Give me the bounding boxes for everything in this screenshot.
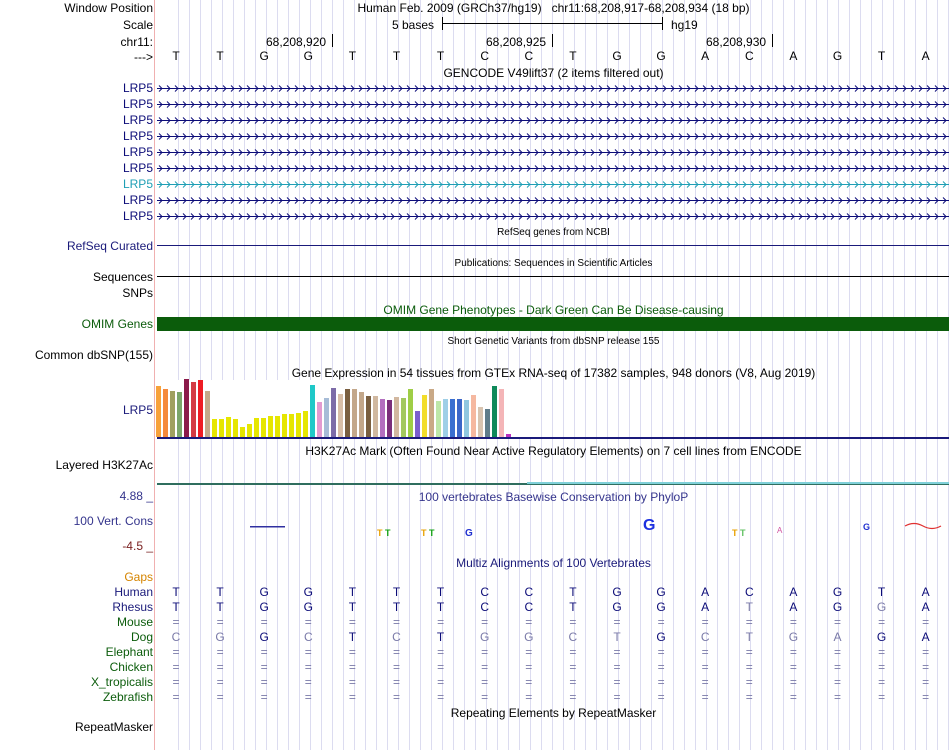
aligned-base: G [303, 600, 313, 614]
aligned-base: G [259, 630, 269, 644]
aligned-base: T [172, 600, 180, 614]
gtex-tissue-bar[interactable] [198, 380, 203, 437]
gencode-track-title[interactable]: GENCODE V49lift37 (2 items filtered out) [443, 66, 664, 80]
scale-text: 5 bases [392, 18, 435, 32]
aligned-base: T [348, 600, 357, 614]
aligned-base: = [922, 675, 930, 689]
aligned-base: = [789, 645, 797, 659]
aligned-base: = [569, 690, 577, 704]
svg-text:T: T [377, 528, 383, 538]
aligned-base: = [745, 675, 753, 689]
aligned-base: = [437, 660, 445, 674]
scale-label: Scale [122, 18, 153, 32]
gtex-baseline [157, 437, 949, 439]
svg-text:T: T [429, 528, 435, 538]
aligned-base: = [833, 660, 841, 674]
snps-track-label[interactable]: SNPs [122, 286, 153, 300]
gencode-item-label[interactable]: LRP5 [122, 161, 153, 175]
aligned-base: = [701, 615, 709, 629]
gtex-tissue-bar[interactable] [345, 389, 350, 437]
gencode-item-label[interactable]: LRP5 [122, 145, 153, 159]
aligned-base: = [437, 615, 445, 629]
aligned-base: = [481, 615, 489, 629]
aligned-base: = [569, 615, 577, 629]
aligned-base: = [260, 615, 268, 629]
aligned-base: T [436, 585, 445, 599]
gtex-tissue-bar[interactable] [282, 414, 287, 437]
aligned-base: = [789, 675, 797, 689]
svg-text:A: A [777, 526, 783, 535]
gtex-track-label[interactable]: LRP5 [122, 403, 153, 417]
aligned-base: C [303, 630, 313, 644]
svg-text:G: G [465, 528, 473, 539]
aligned-base: = [216, 615, 224, 629]
gtex-tissue-bar[interactable] [254, 418, 259, 437]
window-position-label: Window Position [64, 1, 153, 15]
reference-base: C [744, 49, 754, 63]
gtex-tissue-bar[interactable] [380, 399, 385, 437]
gencode-item-transcript[interactable] [157, 100, 949, 109]
gtex-tissue-bar[interactable] [352, 389, 357, 437]
aligned-base: T [745, 630, 753, 644]
h3k27ac-signal-upper [527, 482, 949, 484]
aligned-base: T [436, 600, 445, 614]
gtex-tissue-bar[interactable] [394, 397, 399, 437]
coordinate-tick-mark [552, 34, 553, 47]
gtex-tissue-bar[interactable] [464, 400, 469, 437]
gtex-tissue-bar[interactable] [436, 401, 441, 437]
gtex-tissue-bar[interactable] [478, 407, 483, 437]
gtex-tissue-bar[interactable] [338, 394, 343, 437]
aligned-base: = [437, 690, 445, 704]
aligned-base: C [700, 630, 710, 644]
aligned-base: = [348, 615, 356, 629]
aligned-base: = [613, 660, 621, 674]
gtex-tissue-bar[interactable] [387, 400, 392, 437]
aligned-base: C [171, 630, 181, 644]
aligned-base: = [392, 690, 400, 704]
aligned-base: T [436, 630, 445, 644]
aligned-base: = [569, 645, 577, 659]
reference-base: G [612, 49, 622, 63]
aligned-base: G [832, 600, 843, 614]
aligned-base: = [304, 660, 312, 674]
conservation-logo[interactable] [157, 506, 950, 546]
svg-text:T: T [732, 528, 738, 538]
gtex-tissue-bar[interactable] [359, 392, 364, 437]
species-label[interactable]: Human [114, 585, 153, 599]
refseq-track-label[interactable]: RefSeq Curated [66, 239, 153, 253]
gtex-tissue-bar[interactable] [450, 399, 455, 437]
species-label[interactable]: Mouse [116, 615, 153, 629]
aligned-base: = [481, 675, 489, 689]
aligned-base: A [833, 630, 842, 644]
aligned-base: = [657, 675, 665, 689]
scale-bar [442, 17, 663, 31]
aligned-base: = [878, 690, 886, 704]
reference-base: G [656, 49, 666, 63]
reference-base: T [877, 49, 886, 63]
svg-text:G: G [863, 522, 871, 532]
gtex-tissue-bar[interactable] [296, 413, 301, 437]
multiz-track-title[interactable]: Multiz Alignments of 100 Vertebrates [456, 556, 651, 570]
gtex-tissue-bar[interactable] [422, 395, 427, 437]
aligned-base: = [657, 660, 665, 674]
gtex-tissue-bar[interactable] [163, 389, 168, 437]
aligned-base: = [216, 675, 224, 689]
aligned-base: = [922, 690, 930, 704]
aligned-base: C [480, 585, 490, 599]
aligned-base: = [525, 690, 533, 704]
gtex-tissue-bar[interactable] [261, 418, 266, 437]
aligned-base: G [876, 630, 887, 644]
gencode-item-label[interactable]: LRP5 [122, 193, 153, 207]
aligned-base: T [348, 630, 357, 644]
gencode-item-transcript[interactable] [157, 148, 949, 157]
gencode-item-transcript[interactable] [157, 196, 949, 205]
gtex-tissue-bar[interactable] [492, 386, 497, 437]
aligned-base: = [437, 675, 445, 689]
aligned-base: = [922, 660, 930, 674]
gtex-tissue-bar[interactable] [499, 389, 504, 437]
publications-track-label[interactable]: Sequences [92, 270, 153, 284]
aligned-base: T [392, 600, 401, 614]
aligned-base: = [657, 615, 665, 629]
omim-gene-bar[interactable] [157, 317, 949, 331]
aligned-base: = [922, 615, 930, 629]
aligned-base: = [525, 675, 533, 689]
aligned-base: = [481, 660, 489, 674]
aligned-base: G [612, 585, 622, 599]
aligned-base: T [569, 585, 577, 599]
aligned-base: G [788, 630, 799, 644]
aligned-base: G [612, 600, 622, 614]
gencode-item-label[interactable]: LRP5 [122, 97, 153, 111]
aligned-base: T [569, 600, 577, 614]
aligned-base: = [172, 645, 180, 659]
gtex-tissue-bar[interactable] [219, 419, 224, 437]
aligned-base: = [260, 660, 268, 674]
strand-label: ---> [134, 50, 153, 64]
aligned-base: = [613, 645, 621, 659]
cons-ymin-label: -4.5 _ [122, 539, 153, 553]
aligned-base: = [878, 645, 886, 659]
aligned-base: = [745, 645, 753, 659]
gtex-tissue-bar[interactable] [240, 427, 245, 437]
window-position-value: Human Feb. 2009 (GRCh37/hg19) chr11:68,208,917-68,208,934 (18 bp) [357, 1, 750, 15]
aligned-base: = [613, 675, 621, 689]
aligned-base: = [701, 645, 709, 659]
svg-text:T: T [421, 528, 427, 538]
gencode-item-label[interactable]: LRP5 [122, 209, 153, 223]
publications-line[interactable] [157, 276, 949, 277]
omim-track-title[interactable]: OMIM Gene Phenotypes - Dark Green Can Be Disease-causing [383, 303, 724, 317]
gencode-item-transcript[interactable] [157, 164, 949, 173]
gencode-item-transcript[interactable] [157, 212, 949, 221]
gtex-tissue-bar[interactable] [212, 419, 217, 437]
aligned-base: A [789, 585, 798, 599]
gtex-tissue-bar[interactable] [471, 395, 476, 437]
species-label[interactable]: Elephant [105, 645, 153, 659]
gencode-item-label[interactable]: LRP5 [122, 129, 153, 143]
publications-track-title[interactable]: Publications: Sequences in Scientific Articles [454, 258, 653, 269]
cons-track-title[interactable]: 100 vertebrates Basewise Conservation by PhyloP [418, 490, 689, 504]
gtex-tissue-bar[interactable] [331, 388, 336, 437]
aligned-base: = [657, 690, 665, 704]
gtex-tissue-bar[interactable] [303, 411, 308, 437]
refseq-gene-line[interactable] [157, 245, 949, 246]
gencode-item-label[interactable]: LRP5 [122, 81, 153, 95]
aligned-base: = [392, 675, 400, 689]
aligned-base: G [524, 630, 534, 644]
aligned-base: G [259, 600, 269, 614]
gtex-tissue-bar[interactable] [457, 399, 462, 437]
aligned-base: T [172, 585, 180, 599]
aligned-base: C [568, 630, 578, 644]
aligned-base: = [701, 660, 709, 674]
cons-ymax-label: 4.88 _ [119, 489, 153, 503]
aligned-base: = [392, 615, 400, 629]
gtex-tissue-bar[interactable] [408, 389, 413, 437]
aligned-base: = [922, 645, 930, 659]
aligned-base: = [348, 645, 356, 659]
gtex-tissue-bar[interactable] [289, 414, 294, 437]
aligned-base: = [878, 615, 886, 629]
aligned-base: G [832, 585, 843, 599]
reference-base: A [701, 49, 710, 63]
aligned-base: = [878, 675, 886, 689]
svg-text:T: T [385, 528, 391, 538]
aligned-base: A [701, 585, 710, 599]
gtex-tissue-bar[interactable] [310, 385, 315, 437]
aligned-base: T [745, 600, 753, 614]
gtex-tissue-bar[interactable] [226, 417, 231, 437]
reference-base: C [524, 49, 534, 63]
label-separator [154, 0, 155, 750]
aligned-base: = [833, 675, 841, 689]
gaps-label: Gaps [124, 570, 153, 584]
gencode-item-label[interactable]: LRP5 [122, 113, 153, 127]
aligned-base: A [789, 600, 798, 614]
aligned-base: G [303, 585, 313, 599]
aligned-base: = [216, 645, 224, 659]
aligned-base: = [569, 675, 577, 689]
gtex-tissue-bar[interactable] [317, 402, 322, 437]
gtex-tissue-bar[interactable] [366, 396, 371, 437]
aligned-base: = [348, 690, 356, 704]
gencode-item-transcript[interactable] [157, 84, 949, 93]
aligned-base: C [524, 585, 534, 599]
gtex-tissue-bar[interactable] [177, 392, 182, 437]
aligned-base: = [789, 690, 797, 704]
gtex-tissue-bar[interactable] [429, 389, 434, 437]
gtex-tissue-bar[interactable] [205, 391, 210, 437]
gtex-tissue-bar[interactable] [233, 419, 238, 437]
aligned-base: = [348, 660, 356, 674]
aligned-base: = [260, 675, 268, 689]
gtex-tissue-bar[interactable] [415, 411, 420, 437]
aligned-base: = [745, 615, 753, 629]
aligned-base: = [525, 660, 533, 674]
aligned-base: = [481, 690, 489, 704]
gtex-tissue-bar[interactable] [443, 399, 448, 437]
aligned-base: C [480, 600, 490, 614]
coordinate-tick-mark [332, 34, 333, 47]
aligned-base: = [260, 645, 268, 659]
aligned-base: C [744, 585, 754, 599]
aligned-base: G [656, 600, 666, 614]
gtex-tissue-bar[interactable] [373, 396, 378, 437]
aligned-base: T [216, 600, 224, 614]
coordinate-tick-label: 68,208,920 [266, 35, 327, 49]
gtex-tissue-bar[interactable] [247, 424, 252, 437]
reference-base: T [569, 49, 577, 63]
gencode-item-label[interactable]: LRP5 [122, 177, 153, 191]
aligned-base: = [833, 690, 841, 704]
reference-base: A [921, 49, 930, 63]
reference-base: T [392, 49, 401, 63]
coordinate-tick-mark [772, 34, 773, 47]
aligned-base: G [656, 585, 666, 599]
gtex-tissue-bar[interactable] [170, 391, 175, 437]
gtex-tissue-bar[interactable] [485, 409, 490, 437]
aligned-base: T [613, 630, 621, 644]
aligned-base: = [172, 660, 180, 674]
aligned-base: = [304, 645, 312, 659]
gencode-item-transcript[interactable] [157, 180, 949, 189]
reference-base: G [832, 49, 843, 63]
repeatmasker-track-label[interactable]: RepeatMasker [74, 720, 153, 734]
aligned-base: = [481, 645, 489, 659]
gtex-tissue-bar[interactable] [401, 398, 406, 437]
reference-base: G [303, 49, 313, 63]
gencode-item-transcript[interactable] [157, 132, 949, 141]
aligned-base: G [215, 630, 225, 644]
gtex-tissue-bar[interactable] [268, 416, 273, 437]
aligned-base: = [833, 615, 841, 629]
aligned-base: = [525, 615, 533, 629]
aligned-base: = [833, 645, 841, 659]
aligned-base: T [877, 585, 886, 599]
reference-base: A [789, 49, 798, 63]
refseq-track-title[interactable]: RefSeq genes from NCBI [497, 227, 610, 238]
svg-text:G: G [643, 517, 656, 534]
gencode-item-transcript[interactable] [157, 116, 949, 125]
aligned-base: = [392, 660, 400, 674]
aligned-base: = [789, 615, 797, 629]
h3k27ac-track-label[interactable]: Layered H3K27Ac [55, 458, 153, 472]
gtex-tissue-bar[interactable] [184, 379, 189, 437]
aligned-base: C [392, 630, 401, 644]
aligned-base: A [921, 600, 930, 614]
aligned-base: = [304, 615, 312, 629]
aligned-base: G [656, 630, 666, 644]
coordinate-tick-label: 68,208,930 [706, 35, 767, 49]
aligned-base: = [216, 660, 224, 674]
aligned-base: = [437, 645, 445, 659]
aligned-base: T [216, 585, 224, 599]
gtex-tissue-bar[interactable] [324, 398, 329, 437]
aligned-base: = [701, 675, 709, 689]
species-label[interactable]: X_tropicalis [90, 675, 153, 689]
aligned-base: = [172, 675, 180, 689]
dbsnp-track-label[interactable]: Common dbSNP(155) [34, 348, 153, 362]
species-label[interactable]: Dog [130, 630, 153, 644]
repeatmasker-track-title[interactable]: Repeating Elements by RepeatMasker [450, 706, 657, 720]
aligned-base: A [921, 630, 930, 644]
dbsnp-track-title[interactable]: Short Genetic Variants from dbSNP release 155 [447, 336, 660, 347]
aligned-base: = [569, 660, 577, 674]
cons-track-label[interactable]: 100 Vert. Cons [73, 514, 153, 528]
aligned-base: = [613, 615, 621, 629]
aligned-base: = [304, 675, 312, 689]
reference-base: T [172, 49, 180, 63]
gtex-tissue-bar[interactable] [156, 386, 161, 437]
species-label[interactable]: Zebrafish [102, 690, 153, 704]
aligned-base: = [260, 690, 268, 704]
reference-base: T [216, 49, 224, 63]
aligned-base: = [745, 690, 753, 704]
species-label[interactable]: Rhesus [112, 600, 153, 614]
aligned-base: = [348, 675, 356, 689]
aligned-base: G [480, 630, 490, 644]
aligned-base: C [524, 600, 534, 614]
reference-base: T [436, 49, 445, 63]
svg-text:T: T [740, 528, 746, 538]
aligned-base: = [745, 660, 753, 674]
gtex-tissue-bar[interactable] [191, 382, 196, 437]
aligned-base: = [878, 660, 886, 674]
aligned-base: T [348, 585, 357, 599]
scale-assembly: hg19 [671, 18, 698, 32]
species-label[interactable]: Chicken [109, 660, 153, 674]
h3k27ac-track-title[interactable]: H3K27Ac Mark (Often Found Near Active Regulatory Elements) on 7 cell lines from ENCODE [305, 444, 802, 458]
aligned-base: = [657, 645, 665, 659]
aligned-base: = [789, 660, 797, 674]
aligned-base: = [701, 690, 709, 704]
aligned-base: G [259, 585, 269, 599]
aligned-base: = [216, 690, 224, 704]
aligned-base: = [525, 645, 533, 659]
aligned-base: = [392, 645, 400, 659]
aligned-base: A [921, 585, 930, 599]
aligned-base: = [172, 690, 180, 704]
reference-base: C [480, 49, 490, 63]
aligned-base: = [172, 615, 180, 629]
aligned-base: = [613, 690, 621, 704]
reference-base: G [259, 49, 269, 63]
omim-track-label[interactable]: OMIM Genes [81, 317, 153, 331]
aligned-base: T [392, 585, 401, 599]
gtex-tissue-bar[interactable] [275, 416, 280, 437]
reference-base: T [348, 49, 357, 63]
aligned-base: = [304, 690, 312, 704]
aligned-base: G [876, 600, 887, 614]
chrom-label: chr11: [120, 35, 153, 49]
coordinate-tick-label: 68,208,925 [486, 35, 547, 49]
gtex-track-title[interactable]: Gene Expression in 54 tissues from GTEx RNA-seq of 17382 samples, 948 donors (V8, Aug 2019) [291, 366, 816, 380]
aligned-base: A [701, 600, 710, 614]
